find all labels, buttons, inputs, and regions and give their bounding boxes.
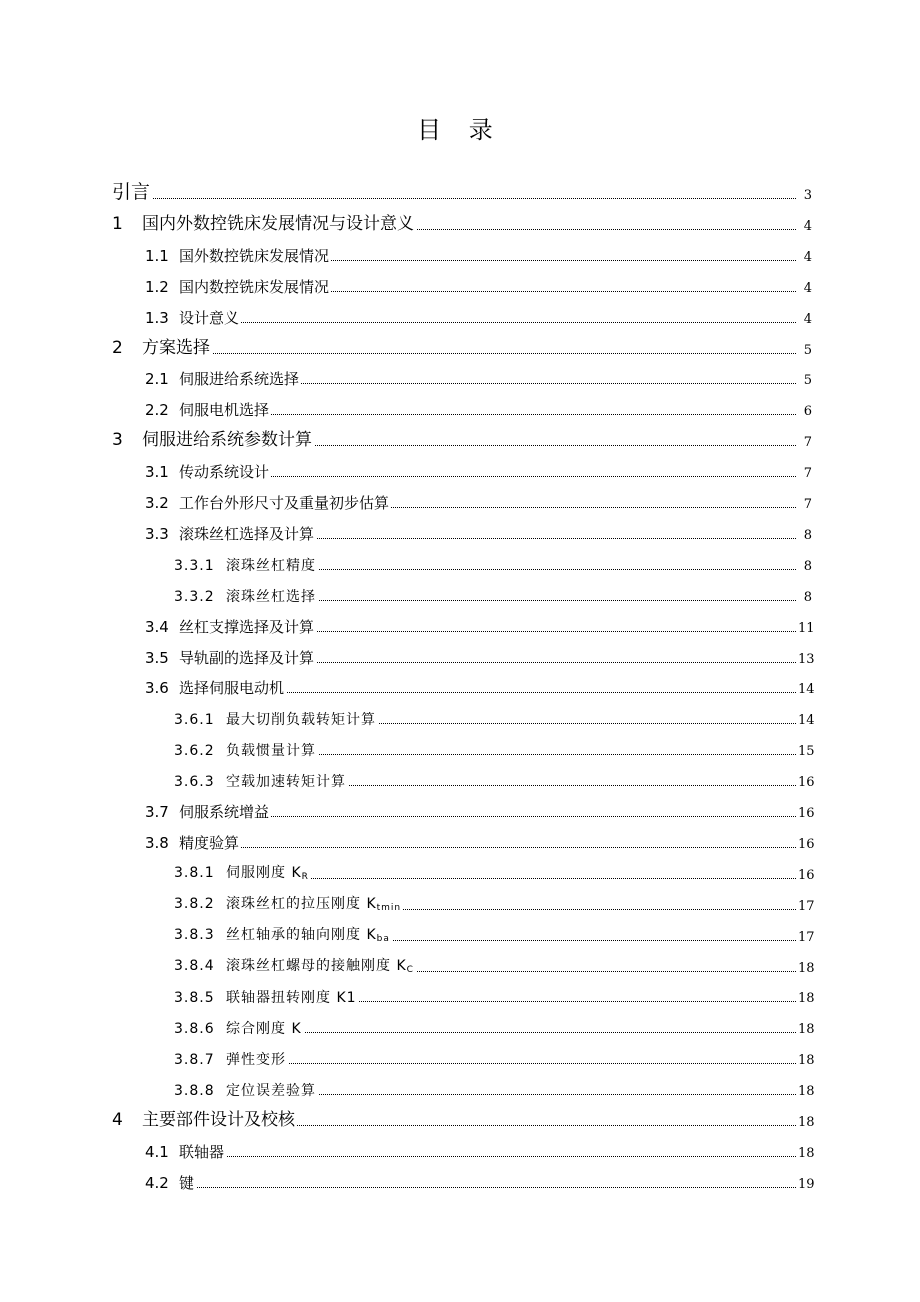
page-number: 18: [798, 991, 815, 1007]
page-number: 4: [803, 249, 812, 265]
toc-entry-label: [174, 928, 392, 944]
toc-entry-label: [145, 1142, 226, 1161]
page-number: 17: [798, 929, 815, 945]
section-number: 3.2: [145, 494, 169, 512]
section-number: 3.6.2: [174, 743, 215, 760]
toc-entry[interactable]: [0, 236, 920, 264]
dot-leader: [145, 322, 796, 323]
section-number: 3.3.2: [174, 588, 215, 605]
section-number: 3.5: [145, 648, 169, 667]
toc-entry-label: [174, 866, 311, 882]
section-title: 工作台外形尺寸及重量初步估算: [179, 494, 390, 512]
toc-entry[interactable]: [0, 638, 920, 666]
toc-entry-label: [145, 1173, 196, 1192]
section-title: 伺服进给系统选择: [179, 370, 300, 389]
section-title: 导轨副的选择及计算: [179, 648, 315, 667]
section-title: 主要部件设计及校核: [142, 1110, 295, 1130]
page-number: 3: [803, 188, 812, 203]
toc-entry-label: [174, 713, 378, 727]
section-number: 3.6: [145, 679, 169, 698]
toc-entry-label: [174, 559, 318, 573]
toc-entry[interactable]: [0, 1039, 920, 1067]
subscript: R: [301, 871, 309, 882]
section-title: 国外数控铣床发展情况: [179, 246, 330, 265]
page-number: 18: [798, 1053, 815, 1069]
page-number: 5: [803, 342, 812, 358]
toc-entry[interactable]: [0, 1163, 920, 1191]
section-title: 设计意义: [179, 308, 240, 327]
toc-entry[interactable]: [0, 977, 920, 1005]
section-title: 选择伺服电动机: [179, 679, 285, 698]
toc-entry[interactable]: [0, 452, 920, 480]
toc-entry[interactable]: [0, 916, 920, 944]
section-title: 传动系统设计: [179, 463, 270, 482]
page-number: 7: [803, 435, 812, 451]
section-number: 3.3: [145, 524, 169, 543]
toc-entry-label: [145, 805, 271, 820]
toc-entry-label: [145, 524, 316, 543]
page-number: 8: [803, 589, 812, 605]
section-number: 4: [112, 1110, 123, 1130]
toc-entry-label: [112, 213, 416, 234]
toc-entry[interactable]: [0, 1008, 920, 1036]
toc-entry-label: [145, 833, 241, 852]
section-title: 联轴器: [179, 1142, 225, 1161]
section-title: 滚珠丝杠选择: [226, 588, 316, 605]
page-number: 14: [798, 713, 815, 729]
toc-entry[interactable]: [0, 267, 920, 295]
toc-entry-label: [174, 1022, 304, 1036]
section-number: 3.8.5: [174, 990, 215, 1007]
toc-entry[interactable]: [0, 576, 920, 604]
toc-entry-label: [174, 590, 318, 604]
section-number: 3.8.1: [174, 864, 215, 881]
toc-entry-label: [112, 183, 152, 202]
page-number: 5: [803, 373, 812, 389]
toc-entry-label: [174, 744, 318, 758]
page-number: 18: [798, 960, 815, 976]
toc-entry[interactable]: [0, 514, 920, 542]
toc-entry-label: [174, 991, 359, 1005]
subscript: ba: [376, 933, 390, 944]
section-title: 伺服系统增益: [179, 803, 270, 821]
section-title: 定位误差验算: [226, 1083, 316, 1100]
section-number: 2.1: [145, 370, 169, 389]
toc-entry[interactable]: [0, 298, 920, 326]
page-number: 6: [803, 404, 812, 420]
page-number: 18: [798, 1145, 815, 1161]
page-number: 7: [803, 466, 812, 482]
section-number: 1.3: [145, 308, 169, 327]
toc-entry-label: [145, 681, 286, 696]
section-number: 1.2: [145, 277, 169, 296]
section-title: 国内数控铣床发展情况: [179, 277, 330, 296]
page-number: 17: [798, 898, 815, 914]
subscript: tmin: [376, 902, 402, 913]
section-title: 国内外数控铣床发展情况与设计意义: [142, 213, 414, 234]
toc-entry[interactable]: [0, 730, 920, 758]
section-title: 负载惯量计算: [226, 743, 316, 760]
toc-entry-label: [145, 246, 331, 265]
toc-entry[interactable]: [0, 792, 920, 820]
section-number: 3.4: [145, 617, 169, 636]
toc-entry-label: [174, 897, 403, 913]
toc-entry-label: [145, 496, 391, 511]
section-title: 伺服刚度 K: [226, 864, 302, 881]
subscript: C: [406, 964, 414, 975]
page-number: 16: [798, 867, 815, 883]
dot-leader: [145, 1187, 796, 1188]
section-number: 1.1: [145, 246, 169, 265]
dot-leader: [145, 1156, 796, 1157]
toc-entry[interactable]: [0, 1132, 920, 1160]
toc-entry-label: [112, 432, 314, 449]
page-number: 11: [798, 620, 815, 636]
section-number: 3.8.8: [174, 1083, 215, 1100]
section-number: 3.1: [145, 463, 169, 482]
page-number: 4: [803, 311, 812, 327]
page-number: 18: [798, 1115, 815, 1130]
section-number: 3.6.1: [174, 712, 215, 729]
page-number: 16: [798, 836, 815, 852]
toc-entry[interactable]: [0, 699, 920, 727]
section-title: 方案选择: [142, 337, 210, 358]
section-title: 精度验算: [179, 833, 240, 852]
toc-entry-label: [145, 648, 316, 667]
toc-entry-label: [145, 465, 271, 480]
toc-entry[interactable]: [0, 329, 920, 357]
toc-entry[interactable]: [0, 174, 920, 202]
toc-entry[interactable]: [0, 885, 920, 913]
section-title: 空载加速转矩计算: [226, 774, 346, 791]
section-title: 丝杠轴承的轴向刚度 K: [226, 926, 377, 943]
toc-entry[interactable]: [0, 1070, 920, 1098]
section-number: 4.2: [145, 1173, 169, 1192]
toc-entry-label: [145, 617, 316, 636]
section-title: 弹性变形: [226, 1052, 286, 1069]
toc-entry-label: [174, 775, 348, 789]
page-number: 18: [798, 1084, 815, 1100]
section-title: 伺服进给系统参数计算: [142, 430, 312, 451]
toc-entry[interactable]: [0, 205, 920, 233]
toc-entry-label: [112, 1112, 297, 1129]
toc-entry-label: [145, 277, 331, 296]
section-number: 3.8.6: [174, 1021, 215, 1038]
page-number: 4: [803, 280, 812, 296]
section-title: 丝杠支撑选择及计算: [179, 617, 315, 636]
section-number: 1: [112, 213, 123, 234]
page-number: 16: [798, 775, 815, 791]
section-number: 4.1: [145, 1142, 169, 1161]
toc-entry-label: [112, 337, 212, 358]
section-title: 滚珠丝杠螺母的接触刚度 K: [226, 957, 407, 974]
section-number: 3.8.4: [174, 957, 215, 974]
page-number: 8: [803, 527, 812, 543]
section-title: 滚珠丝杠的拉压刚度 K: [226, 895, 377, 912]
dot-leader: [145, 847, 796, 848]
section-title: 引言: [112, 181, 151, 203]
toc-entry[interactable]: [0, 421, 920, 449]
page-number: 15: [798, 744, 815, 760]
page-number: 7: [803, 497, 812, 512]
section-number: 3.8.3: [174, 926, 215, 943]
toc-entry[interactable]: [0, 823, 920, 851]
section-title: 最大切削负载转矩计算: [226, 712, 376, 729]
section-title: 联轴器扭转刚度 K1: [226, 990, 357, 1007]
section-title: 伺服电机选择: [179, 401, 270, 420]
toc-entry-label: [174, 1084, 318, 1098]
section-number: 3.8.7: [174, 1052, 215, 1069]
toc-entry-label: [145, 372, 301, 387]
toc-entry-label: [174, 959, 416, 975]
page-number: 8: [803, 558, 812, 574]
toc-entry[interactable]: [0, 668, 920, 696]
page-number: 14: [798, 682, 815, 698]
section-number: 3.3.1: [174, 557, 215, 574]
toc-entry[interactable]: [0, 947, 920, 975]
section-number: 3: [112, 430, 123, 451]
section-title: 综合刚度 K: [226, 1021, 302, 1038]
section-title: 键: [179, 1173, 195, 1192]
section-number: 3.7: [145, 803, 169, 821]
section-number: 3.8.2: [174, 895, 215, 912]
section-title: 滚珠丝杠选择及计算: [179, 524, 315, 543]
toc-entry-label: [174, 1053, 288, 1067]
page-number: 18: [798, 1022, 815, 1038]
toc-entry-label: [145, 308, 241, 327]
dot-leader: [112, 198, 796, 199]
toc-entry-label: [145, 403, 271, 418]
toc-entry[interactable]: [0, 359, 920, 387]
toc-entry[interactable]: [0, 607, 920, 635]
section-number: 2: [112, 337, 123, 358]
section-number: 3.8: [145, 833, 169, 852]
toc-entry[interactable]: [0, 761, 920, 789]
toc-entry[interactable]: [0, 1101, 920, 1129]
dot-leader: [112, 353, 796, 354]
page-number: 4: [803, 218, 812, 234]
toc-entry[interactable]: [0, 483, 920, 511]
toc-entry[interactable]: [0, 854, 920, 882]
section-number: 2.2: [145, 401, 169, 420]
page-number: 19: [798, 1176, 815, 1192]
toc-title: 目 录: [417, 116, 503, 144]
section-number: 3.6.3: [174, 774, 215, 791]
page-number: 13: [798, 651, 815, 667]
page-number: 16: [798, 806, 815, 821]
section-title: 滚珠丝杠精度: [226, 557, 316, 574]
toc-entry[interactable]: [0, 545, 920, 573]
toc-entry[interactable]: [0, 390, 920, 418]
